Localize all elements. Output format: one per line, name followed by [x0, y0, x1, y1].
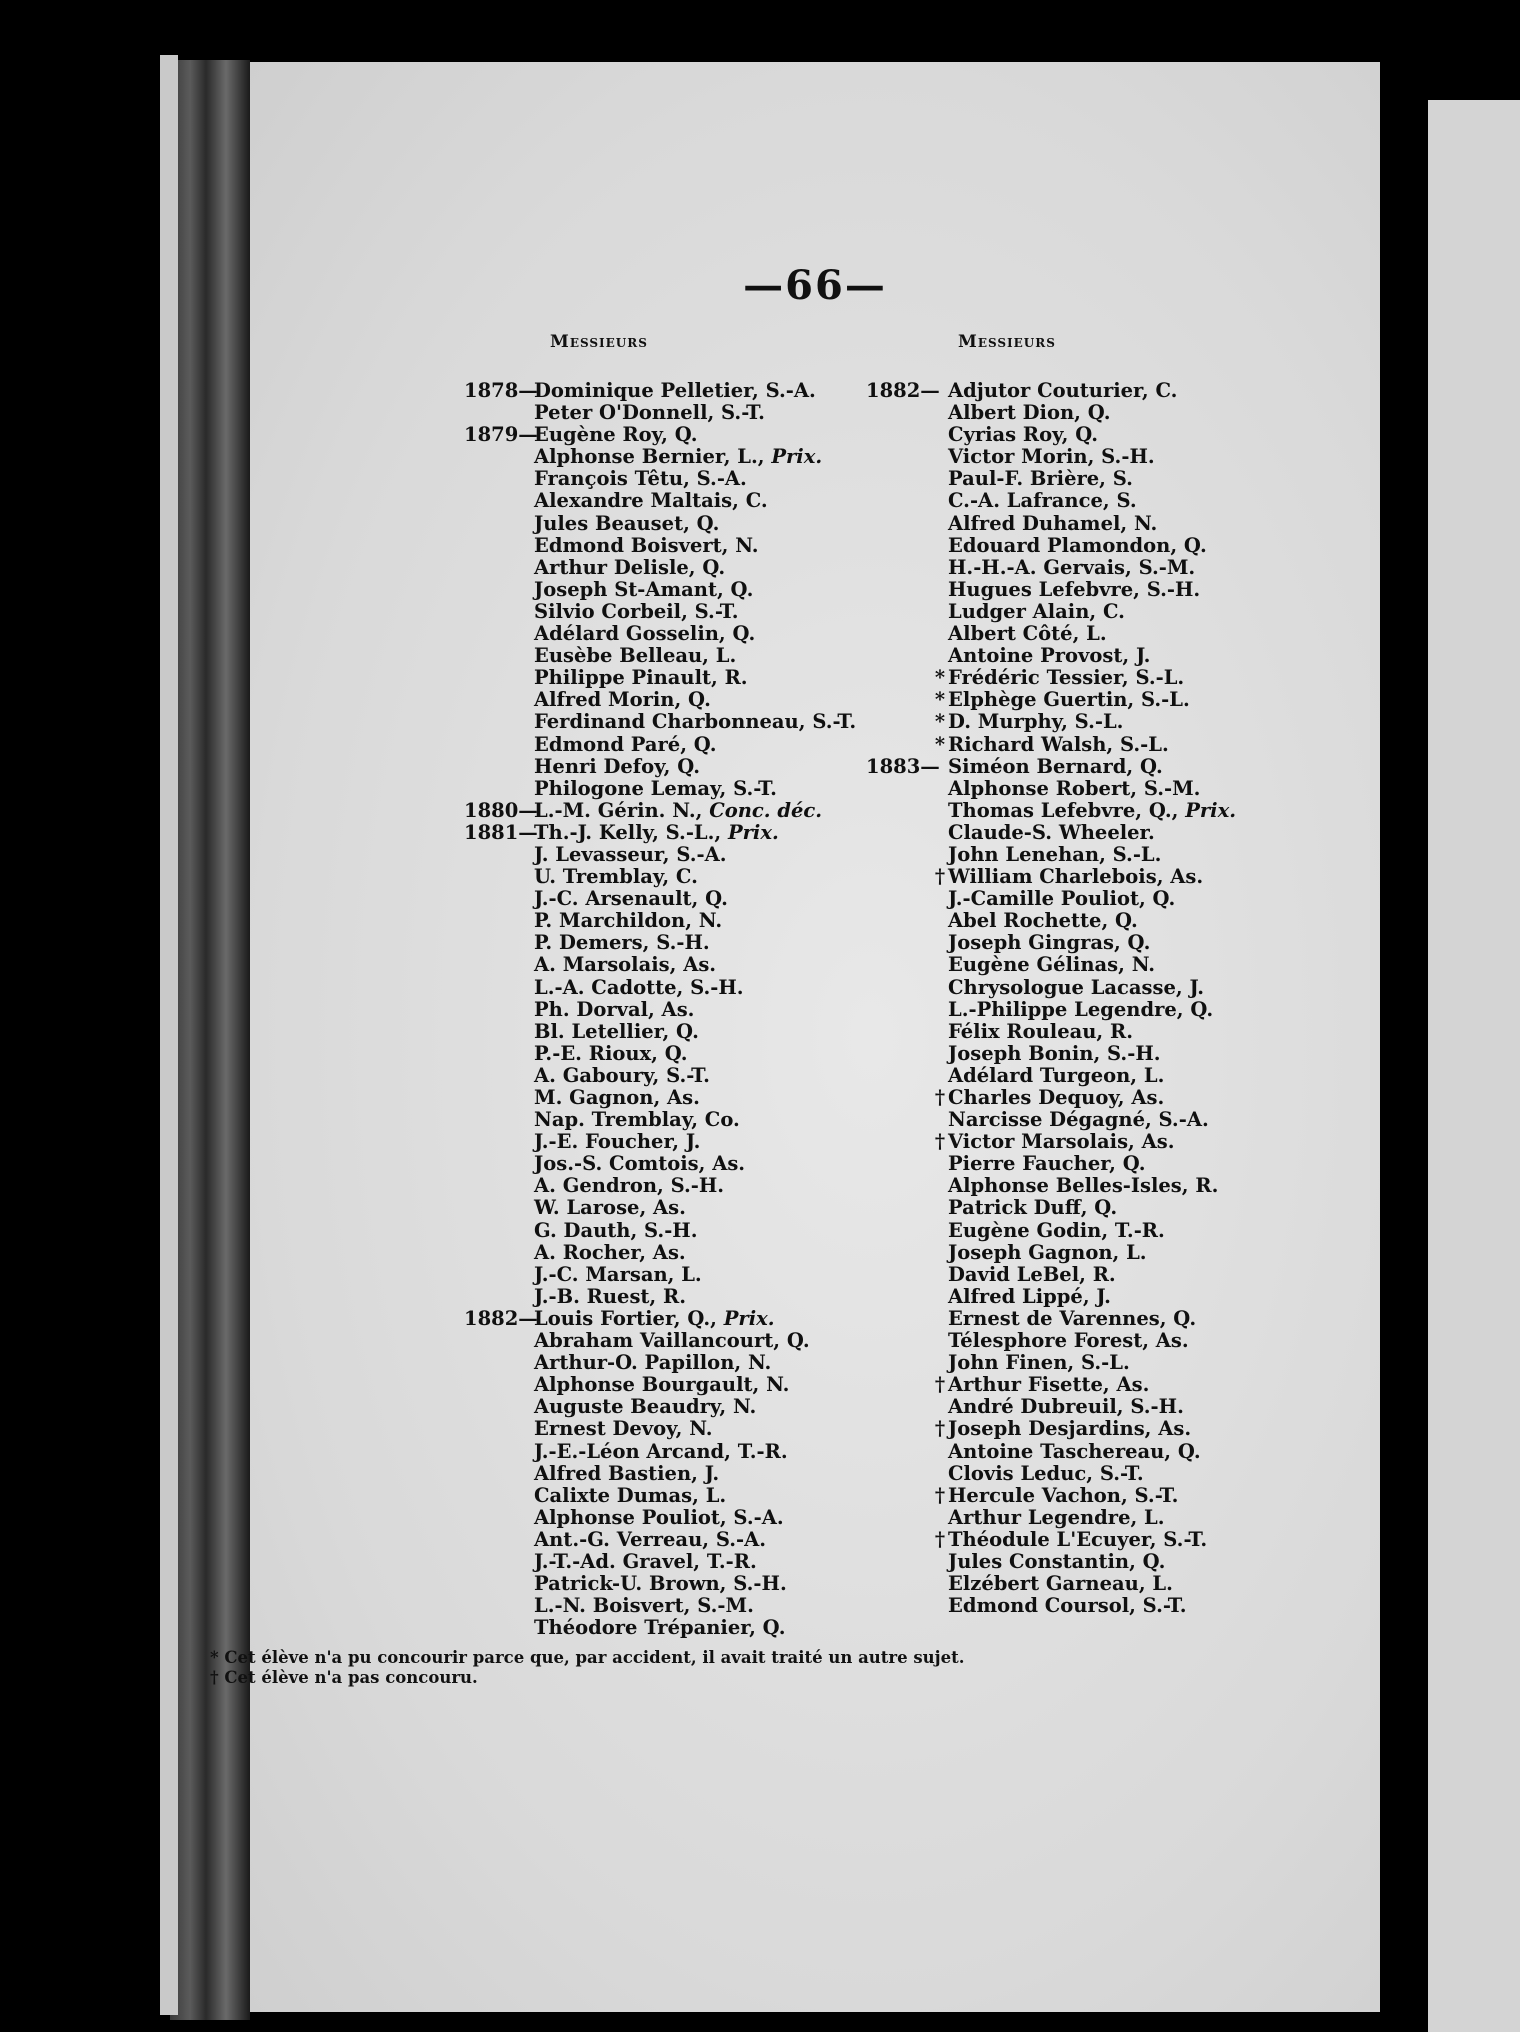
list-item — [866, 822, 1346, 844]
footnote-mark: * — [210, 1648, 219, 1667]
footnote-mark: † — [210, 1668, 219, 1687]
student-name: Ludger Alain, C. — [948, 599, 1125, 623]
list-item — [866, 380, 1346, 402]
list-item — [464, 1617, 944, 1639]
student-name: W. Larose, As. — [534, 1196, 686, 1220]
student-name: J.-B. Ruest, R. — [534, 1284, 687, 1308]
list-item — [866, 844, 1346, 866]
footnote-mark: * — [934, 732, 946, 756]
list-item — [866, 1507, 1346, 1529]
footnote-mark: † — [934, 1483, 946, 1507]
footnote-mark: * — [934, 710, 946, 734]
student-name: Alphonse Pouliot, S.-A. — [534, 1505, 784, 1529]
student-name: Chrysologue Lacasse, J. — [948, 975, 1205, 999]
list-item — [866, 535, 1346, 557]
list-item — [866, 424, 1346, 446]
list-item — [866, 1087, 1346, 1109]
column-header-right: Messieurs — [958, 332, 1056, 352]
list-item — [866, 513, 1346, 535]
student-name: J.-E. Foucher, J. — [534, 1130, 701, 1154]
list-item — [866, 910, 1346, 932]
list-item — [866, 490, 1346, 512]
book-spine — [170, 60, 250, 2020]
student-name: Elphège Guertin, S.-L. — [948, 688, 1190, 712]
student-name: Albert Dion, Q. — [948, 401, 1111, 425]
student-name: Alexandre Maltais, C. — [534, 489, 768, 513]
student-name: A. Rocher, As. — [534, 1240, 686, 1264]
year-label: 1878— — [464, 379, 538, 402]
footnote-text: Cet élève n'a pu concourir parce que, par accident, il avait traité un autre sujet. — [218, 1648, 965, 1667]
student-name: Ernest de Varennes, Q. — [948, 1306, 1197, 1330]
student-name: P. Demers, S.-H. — [534, 931, 710, 955]
student-name: D. Murphy, S.-L. — [948, 710, 1124, 734]
student-name: Charles Dequoy, As. — [948, 1086, 1165, 1109]
student-name: Eugène Godin, T.-R. — [948, 1218, 1165, 1242]
list-item — [866, 645, 1346, 667]
list-item — [866, 1264, 1346, 1286]
student-name: L.-M. Gérin. N., Conc. déc. — [534, 798, 823, 822]
student-note: Prix. — [771, 445, 823, 469]
list-item — [866, 1153, 1346, 1175]
list-item — [866, 734, 1346, 756]
list-item — [866, 1463, 1346, 1485]
list-item — [866, 1418, 1346, 1440]
list-item — [866, 1065, 1346, 1087]
student-name: M. Gagnon, As. — [534, 1086, 700, 1109]
student-name: L.-N. Boisvert, S.-M. — [534, 1594, 754, 1618]
student-name: Alphonse Bourgault, N. — [534, 1373, 790, 1397]
student-name: Joseph St-Amant, Q. — [534, 577, 754, 601]
student-name: Eugène Roy, Q. — [534, 423, 698, 447]
book-page — [250, 62, 1380, 2012]
list-item — [866, 1286, 1346, 1308]
list-item — [866, 1352, 1346, 1374]
list-item — [866, 1485, 1346, 1507]
student-name: Philippe Pinault, R. — [534, 666, 748, 690]
student-name: Ferdinand Charbonneau, S.-T. — [534, 710, 857, 734]
student-name: Edmond Paré, Q. — [534, 732, 717, 756]
list-item — [866, 1043, 1346, 1065]
student-name: Calixte Dumas, L. — [534, 1483, 727, 1507]
student-name: Jos.-S. Comtois, As. — [534, 1152, 746, 1176]
list-item — [866, 756, 1346, 778]
student-name: L.-A. Cadotte, S.-H. — [534, 975, 744, 999]
year-label: 1882— — [866, 379, 940, 402]
student-name: François Têtu, S.-A. — [534, 467, 747, 491]
student-name: Edouard Plamondon, Q. — [948, 533, 1207, 557]
student-name: A. Marsolais, As. — [534, 953, 717, 977]
list-item — [866, 1573, 1346, 1595]
list-item — [866, 667, 1346, 689]
student-name: Siméon Bernard, Q. — [948, 754, 1163, 778]
list-item — [866, 1551, 1346, 1573]
student-name: Théodule L'Ecuyer, S.-T. — [948, 1527, 1208, 1551]
student-name: Alphonse Belles-Isles, R. — [948, 1174, 1219, 1198]
student-name: Patrick-U. Brown, S.-H. — [534, 1572, 787, 1596]
footnote-mark: † — [934, 1130, 946, 1154]
student-name: C.-A. Lafrance, S. — [948, 489, 1137, 513]
student-name: Joseph Gagnon, L. — [948, 1240, 1147, 1264]
list-item — [866, 954, 1346, 976]
list-item — [866, 1595, 1346, 1617]
year-label: 1883— — [866, 754, 940, 778]
student-name: Patrick Duff, Q. — [948, 1196, 1118, 1220]
student-name: Antoine Taschereau, Q. — [948, 1439, 1201, 1463]
list-item — [866, 1529, 1346, 1551]
student-name: Eusèbe Belleau, L. — [534, 644, 737, 668]
list-item — [866, 1197, 1346, 1219]
student-name: Peter O'Donnell, S.-T. — [534, 401, 765, 425]
list-item — [866, 1242, 1346, 1264]
student-name: Frédéric Tessier, S.-L. — [948, 666, 1185, 690]
footnote — [210, 1668, 1110, 1688]
student-name: Adélard Gosselin, Q. — [534, 622, 756, 646]
page-number: —66— — [743, 262, 887, 309]
list-item — [866, 866, 1346, 888]
list-item — [866, 800, 1346, 822]
list-item — [866, 446, 1346, 468]
student-name: J.-C. Marsan, L. — [534, 1262, 702, 1286]
list-item — [866, 1374, 1346, 1396]
student-name: Arthur Fisette, As. — [948, 1373, 1150, 1397]
student-name: Clovis Leduc, S.-T. — [948, 1461, 1144, 1485]
list-item — [866, 1220, 1346, 1242]
student-name: Alfred Morin, Q. — [534, 688, 711, 712]
student-name: G. Dauth, S.-H. — [534, 1218, 698, 1242]
student-name: Adélard Turgeon, L. — [948, 1063, 1165, 1087]
student-name: Joseph Gingras, Q. — [948, 931, 1151, 955]
student-note: Prix. — [723, 1306, 775, 1330]
student-note: Conc. déc. — [709, 798, 823, 822]
student-name: Bl. Letellier, Q. — [534, 1019, 699, 1043]
student-name: Théodore Trépanier, Q. — [534, 1616, 786, 1640]
student-name: P. Marchildon, N. — [534, 909, 723, 933]
student-name: Ph. Dorval, As. — [534, 997, 695, 1021]
list-item — [866, 623, 1346, 645]
list-item — [866, 932, 1346, 954]
student-name: Edmond Coursol, S.-T. — [948, 1594, 1187, 1618]
student-name: Claude-S. Wheeler. — [948, 820, 1155, 844]
student-name: Narcisse Dégagné, S.-A. — [948, 1108, 1209, 1132]
student-name: Richard Walsh, S.-L. — [948, 732, 1169, 756]
list-item — [866, 601, 1346, 623]
footnote-mark: † — [934, 865, 946, 889]
student-name: Silvio Corbeil, S.-T. — [534, 599, 739, 623]
list-item — [866, 1131, 1346, 1153]
student-name: J.-E.-Léon Arcand, T.-R. — [534, 1439, 788, 1463]
page-edge — [160, 55, 178, 2015]
student-name: Arthur-O. Papillon, N. — [534, 1351, 772, 1375]
student-name: Arthur Legendre, L. — [948, 1505, 1165, 1529]
list-item — [866, 1021, 1346, 1043]
list-item — [866, 711, 1346, 733]
student-name: H.-H.-A. Gervais, S.-M. — [948, 555, 1196, 579]
student-name: Félix Rouleau, R. — [948, 1019, 1134, 1043]
student-name: Alfred Bastien, J. — [534, 1461, 720, 1485]
student-name: Pierre Faucher, Q. — [948, 1152, 1146, 1176]
student-name: Elzébert Garneau, L. — [948, 1572, 1173, 1596]
list-item — [866, 557, 1346, 579]
footnote-mark: † — [934, 1417, 946, 1441]
student-name: Hercule Vachon, S.-T. — [948, 1483, 1179, 1507]
list-item — [866, 402, 1346, 424]
student-name: Eugène Gélinas, N. — [948, 953, 1156, 977]
right-column — [866, 380, 1346, 1617]
student-name: Télesphore Forest, As. — [948, 1329, 1189, 1353]
student-note: Prix. — [1185, 798, 1237, 822]
student-name: Abel Rochette, Q. — [948, 909, 1138, 933]
list-item — [866, 1330, 1346, 1352]
student-name: John Finen, S.-L. — [948, 1351, 1130, 1375]
student-name: Th.-J. Kelly, S.-L., Prix. — [534, 820, 779, 844]
list-item — [866, 999, 1346, 1021]
list-item — [866, 579, 1346, 601]
student-name: Ant.-G. Verreau, S.-A. — [534, 1527, 767, 1551]
student-name: L.-Philippe Legendre, Q. — [948, 997, 1214, 1021]
student-name: Adjutor Couturier, C. — [948, 379, 1178, 402]
list-item — [866, 1308, 1346, 1330]
student-name: Alphonse Robert, S.-M. — [948, 776, 1201, 800]
student-name: Dominique Pelletier, S.-A. — [534, 379, 816, 402]
student-name: Henri Defoy, Q. — [534, 754, 701, 778]
footnote-mark: * — [934, 666, 946, 690]
student-name: John Lenehan, S.-L. — [948, 842, 1162, 866]
footnotes — [210, 1648, 1110, 1688]
student-name: J.-Camille Pouliot, Q. — [948, 887, 1176, 911]
footnote — [210, 1648, 1110, 1668]
student-name: Cyrias Roy, Q. — [948, 423, 1098, 447]
student-name: Antoine Provost, J. — [948, 644, 1151, 668]
student-name: Philogone Lemay, S.-T. — [534, 776, 777, 800]
student-name: Victor Morin, S.-H. — [948, 445, 1155, 469]
student-name: Jules Beauset, Q. — [534, 511, 720, 535]
student-name: André Dubreuil, S.-H. — [948, 1395, 1184, 1419]
year-label: 1881— — [464, 820, 538, 844]
facing-page-edge — [1428, 100, 1520, 2032]
student-name: Nap. Tremblay, Co. — [534, 1108, 740, 1132]
student-name: Abraham Vaillancourt, Q. — [534, 1329, 810, 1353]
student-name: Jules Constantin, Q. — [948, 1549, 1166, 1573]
student-name: U. Tremblay, C. — [534, 865, 698, 889]
student-name: Joseph Bonin, S.-H. — [948, 1041, 1161, 1065]
student-name: David LeBel, R. — [948, 1262, 1116, 1286]
student-name: Joseph Desjardins, As. — [948, 1417, 1192, 1441]
student-name: Victor Marsolais, As. — [948, 1130, 1175, 1154]
student-name: William Charlebois, As. — [948, 865, 1204, 889]
student-name: Alfred Duhamel, N. — [948, 511, 1158, 535]
list-item — [866, 977, 1346, 999]
year-label: 1880— — [464, 798, 538, 822]
student-name: Paul-F. Brière, S. — [948, 467, 1133, 491]
list-item — [866, 888, 1346, 910]
student-name: Louis Fortier, Q., Prix. — [534, 1306, 775, 1330]
footnote-mark: † — [934, 1527, 946, 1551]
list-item — [866, 1396, 1346, 1418]
student-name: Auguste Beaudry, N. — [534, 1395, 757, 1419]
column-header-left: Messieurs — [550, 332, 648, 352]
student-name: A. Gendron, S.-H. — [534, 1174, 725, 1198]
student-name: A. Gaboury, S.-T. — [534, 1063, 710, 1087]
student-name: Arthur Delisle, Q. — [534, 555, 726, 579]
student-name: Hugues Lefebvre, S.-H. — [948, 577, 1201, 601]
list-item — [866, 1109, 1346, 1131]
student-name: J.-C. Arsenault, Q. — [534, 887, 728, 911]
footnote-mark: † — [934, 1373, 946, 1397]
student-name: Albert Côté, L. — [948, 622, 1107, 646]
list-item — [866, 1441, 1346, 1463]
student-name: P.-E. Rioux, Q. — [534, 1041, 688, 1065]
list-item — [866, 468, 1346, 490]
student-name: Alphonse Bernier, L., Prix. — [534, 445, 823, 469]
year-label: 1882— — [464, 1306, 538, 1330]
footnote-mark: * — [934, 688, 946, 712]
student-name: Edmond Boisvert, N. — [534, 533, 759, 557]
list-item — [866, 1175, 1346, 1197]
student-name: J.-T.-Ad. Gravel, T.-R. — [534, 1549, 757, 1573]
student-note: Prix. — [728, 820, 779, 844]
footnote-text: Cet élève n'a pas concouru. — [218, 1668, 478, 1687]
student-name: Alfred Lippé, J. — [948, 1284, 1111, 1308]
footnote-mark: † — [934, 1086, 946, 1109]
student-name: Thomas Lefebvre, Q., Prix. — [948, 798, 1237, 822]
list-item — [866, 689, 1346, 711]
year-label: 1879— — [464, 423, 538, 447]
list-item — [866, 778, 1346, 800]
student-name: Ernest Devoy, N. — [534, 1417, 713, 1441]
student-name: J. Levasseur, S.-A. — [534, 842, 727, 866]
